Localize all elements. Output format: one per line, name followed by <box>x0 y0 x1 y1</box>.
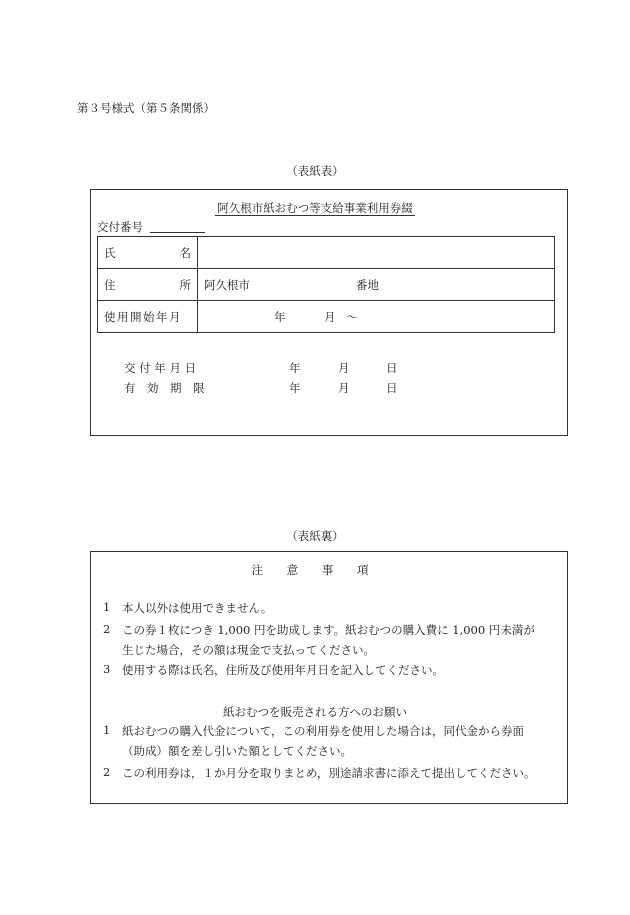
expiry-year-unit: 年 <box>289 381 301 395</box>
back-cover-caption: （表紙裏） <box>286 529 344 543</box>
start-year-unit: 年 <box>274 310 286 324</box>
address-city: 阿久根市 <box>204 277 250 292</box>
issue-date-day-unit: 日 <box>386 361 398 375</box>
applicant-info-table <box>97 236 555 333</box>
shop-notice-line: この利用券は，１か月分を取りまとめ，別途請求書に添えて提出してください。 <box>122 766 536 780</box>
notice-heading: 注 意 事 項 <box>251 563 379 577</box>
address-value[interactable] <box>198 269 555 301</box>
tilde-mark: ～ <box>346 310 358 324</box>
issue-date-year-unit: 年 <box>289 361 301 375</box>
name-row <box>98 237 555 269</box>
shop-notice-number: 2 <box>103 765 111 779</box>
start-month-unit: 月 <box>324 310 336 324</box>
address-row <box>98 269 555 301</box>
name-value[interactable] <box>198 237 555 269</box>
expiry-month-unit: 月 <box>338 381 350 395</box>
notice-line: 本人以外は使用できません。 <box>122 601 273 615</box>
notice-line: この券１枚につき 1,000 円を助成します。紙おむつの購入費に 1,000 円未満が <box>122 623 535 637</box>
notice-number: 2 <box>103 622 111 636</box>
expiry-label: 有 効 期 限 <box>124 381 205 395</box>
start-month-label: 使用開始年月 <box>98 301 198 333</box>
shop-notice-line: 紙おむつの購入代金について，この利用券を使用した場合は，同代金から券面 <box>122 724 525 738</box>
booklet-title: 阿久根市紙おむつ等支給事業利用券綴 <box>217 201 413 215</box>
start-month-row <box>98 301 555 333</box>
expiry-day-unit: 日 <box>386 381 398 395</box>
name-label: 氏 名 <box>98 237 198 269</box>
notice-line: 生じた場合，その額は現金で支払ってください。 <box>122 643 375 657</box>
form-number-title: 第３号様式（第５条関係） <box>77 101 215 115</box>
issue-number-label: 交付番号 <box>97 220 143 234</box>
shop-notice-line: （助成）額を差し引いた額としてください。 <box>122 744 352 758</box>
issue-date-month-unit: 月 <box>338 361 350 375</box>
address-banchi: 番地 <box>356 278 379 292</box>
shop-request-heading: 紙おむつを販売される方へのお願い <box>223 705 407 719</box>
issue-date-label: 交 付 年 月 日 <box>124 361 197 375</box>
issue-number-blank <box>150 232 205 233</box>
shop-notice-number: 1 <box>103 723 111 737</box>
start-month-value[interactable] <box>198 301 555 333</box>
address-label: 住 所 <box>98 269 198 301</box>
front-cover-caption: （表紙表） <box>286 164 344 178</box>
notice-line: 使用する際は氏名，住所及び使用年月日を記入してください。 <box>122 663 444 677</box>
notice-number: 1 <box>103 600 111 614</box>
notice-number: 3 <box>103 662 111 676</box>
